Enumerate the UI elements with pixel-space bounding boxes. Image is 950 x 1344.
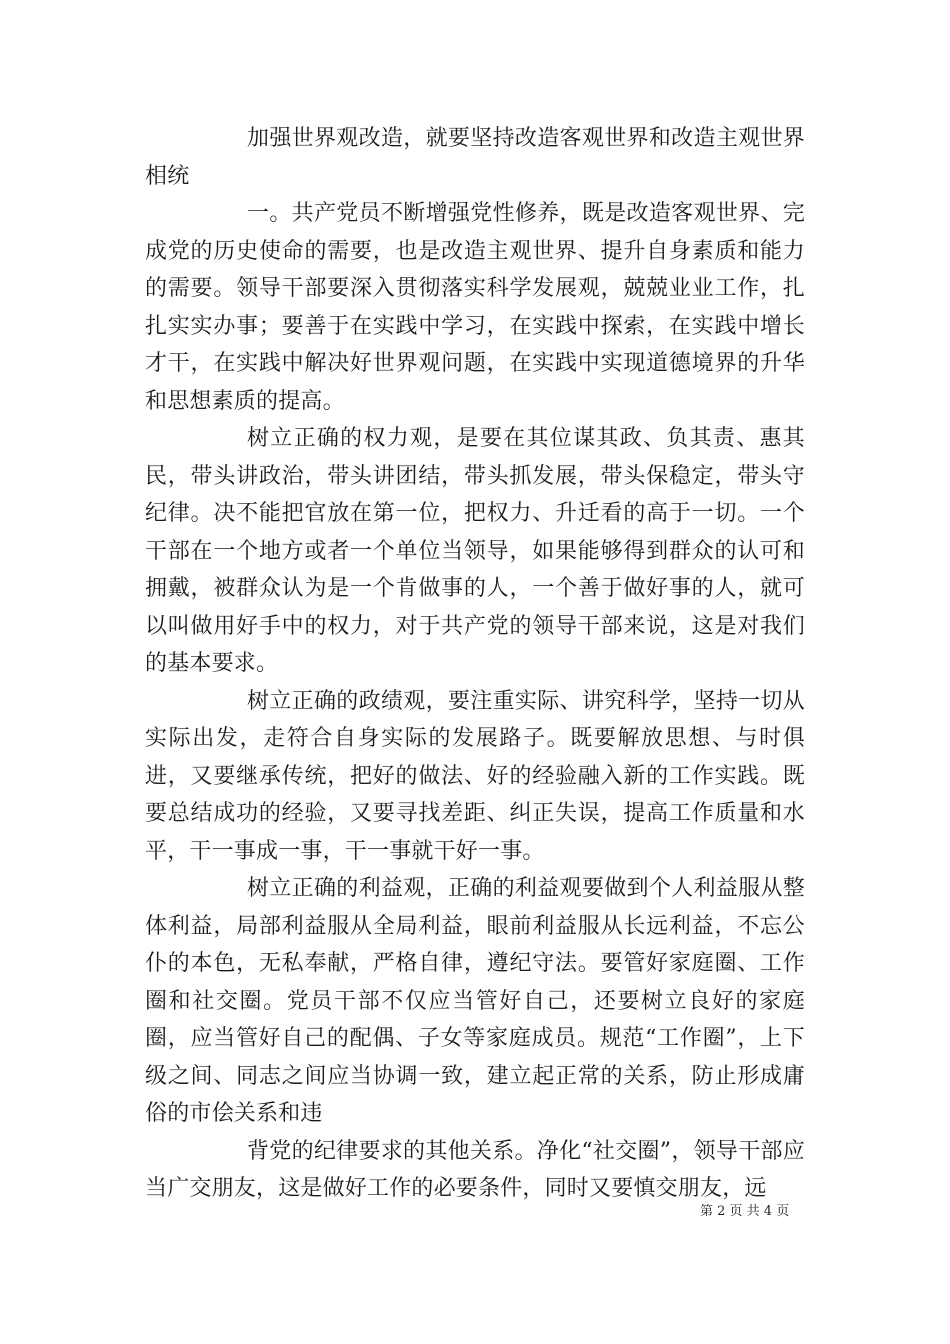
paragraph: 树立正确的权力观，是要在其位谋其政、负其责、惠其民，带头讲政治，带头讲团结，带头抓发展，带头保稳定，带头守纪律。决不能把官放在第一位，把权力、升迁看的高于一切。一个干部在一个地方或者一个单位当领导，如果能够得到群众的认可和拥戴，被群众认为是一个肯做事的人，一个善于做好事的人，就可以叫做用好手中的权力，对于共产党的领导干部来说，这是对我们的基本要求。 <box>145 426 805 676</box>
paragraph: 一。共产党员不断增强党性修养，既是改造客观世界、完成党的历史使命的需要，也是改造主观世界、提升自身素质和能力的需要。领导干部要深入贯彻落实科学发展观，兢兢业业工作，扎扎实实办事；要善于在实践中学习，在实践中探索，在实践中增长才干，在实践中解决好世界观问题，在实践中实现道德境界的升华和思想素质的提高。 <box>145 201 805 414</box>
paragraph: 加强世界观改造，就要坚持改造客观世界和改造主观世界相统 <box>145 126 805 189</box>
page-number: 第 2 页 共 4 页 <box>700 1204 790 1219</box>
paragraph: 树立正确的利益观，正确的利益观要做到个人利益服从整体利益，局部利益服从全局利益，眼前利益服从长远利益，不忘公仆的本色，无私奉献，严格自律，遵纪守法。要管好家庭圈、工作圈和社交圈。党员干部不仅应当管好自己，还要树立良好的家庭圈，应当管好自己的配偶、子女等家庭成员。规范“工作圈”，上下级之间、同志之间应当协调一致，建立起正常的关系，防止形成庸俗的市侩关系和违 <box>145 876 805 1126</box>
paragraph: 背党的纪律要求的其他关系。净化“社交圈”，领导干部应当广交朋友，这是做好工作的必要条件，同时又要慎交朋友，远 <box>145 1138 805 1201</box>
document-body <box>145 120 805 1208</box>
paragraph: 树立正确的政绩观，要注重实际、讲究科学，坚持一切从实际出发，走符合自身实际的发展路子。既要解放思想、与时俱进，又要继承传统，把好的做法、好的经验融入新的工作实践。既要总结成功的经验，又要寻找差距、纠正失误，提高工作质量和水平，干一事成一事，干一事就干好一事。 <box>145 688 805 864</box>
